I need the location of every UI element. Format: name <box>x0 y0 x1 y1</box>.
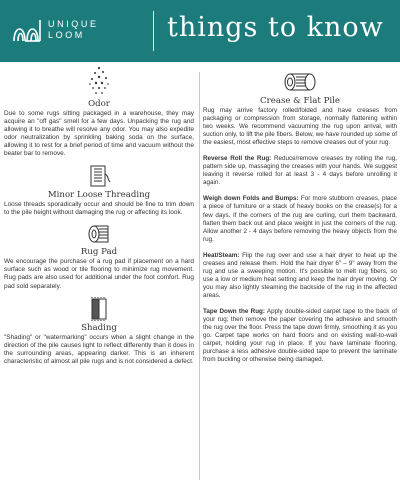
tip-heat-steam <box>203 252 397 300</box>
tip-tape-down-text: Apply double-sided carpet tape to the back of your rug; then remove the paper covering the adhesive and smooth the rug over the floor. Press the tape down firmly, smoothing it as you go. Carpet tape works on hard floors and on existing wall-to-wall carpet, holding your rug in place. If you have laminate flooring, purchase a less adhesive double-sided tape to prevent the laminate from buckling or otherwise being damaged. <box>203 307 397 364</box>
page-title: things to know <box>167 12 384 43</box>
shading-rug-icon <box>87 297 111 321</box>
tip-weigh-down-label: Weigh down Folds and Bumps: <box>203 195 299 203</box>
crease-intro: Rug may arrive factory rolled/folded and have creases from packaging or compression from storage, normally flattening within two weeks. We recommend vacuuming the rug upon arrival, with suction only, to lift the pile fibers. Below, we have rounded up some of the easiest, most effective steps to remove creases out of your rug. <box>203 107 397 147</box>
crease-section <box>203 70 397 364</box>
header-divider <box>153 11 154 51</box>
brand-line-2: LOOM <box>48 30 85 40</box>
tip-tape-down-label: Tape Down the Rug: <box>203 307 265 315</box>
unique-loom-logo-icon <box>12 17 42 43</box>
tip-heat-steam-label: Heat/Steam: <box>203 251 240 259</box>
header-banner <box>0 0 400 62</box>
brand-line-1: UNIQUE <box>48 19 99 29</box>
shading-text: "Shading" or "watermarking" occurs when a slight change in the direction of the pile causes light to reflect differently than it does in the surrounding areas, appearing darker. This is an inherent characteristic of almost all pile rugs and is not considered a defect. <box>4 333 194 365</box>
odor-heading: Odor <box>88 99 110 109</box>
right-column <box>203 64 397 364</box>
threading-text: Loose threads sporadically occur and should be fine to trim down to the pile height without damaging the rug or affecting its look. <box>4 201 194 217</box>
shading-heading: Shading <box>81 322 117 333</box>
brand-name <box>48 19 99 41</box>
threading-section <box>4 164 194 217</box>
shading-section <box>4 297 194 366</box>
rug-pad-text: We encourage the purchase of a rug pad if placement on a hard surface such as wood or tile flooring to minimize rug movement. Rug pads are also used for additional under the foot comfort. Rug pad sold separately. <box>4 258 194 290</box>
sparkles-dots-icon <box>86 64 112 98</box>
loose-thread-icon <box>87 164 111 188</box>
tip-weigh-down <box>203 195 397 243</box>
rug-pad-section <box>4 223 194 290</box>
odor-section <box>4 64 194 158</box>
rolled-rug-icon <box>280 70 320 94</box>
rug-pad-icon <box>86 223 112 245</box>
left-column <box>4 64 194 366</box>
column-divider <box>199 72 200 480</box>
tip-weigh-down-text: For more stubborn creases, place a piece of furniture or a stack of heavy books on the crease(s) for a few days. If the corners of the rug are curling, curl them backward, flatten them back out and place weight in just the corners of the rug. Allow another 2 - 4 days before removing the heavy objects from the rug. <box>203 195 397 243</box>
crease-heading: Crease & Flat Pile <box>260 96 340 106</box>
rug-pad-heading: Rug Pad <box>80 247 118 258</box>
tip-reverse-roll-label: Reverse Roll the Rug: <box>203 155 272 163</box>
odor-text: Due to some rugs sitting packaged in a warehouse, they may acquire an "off gas" smell for a few days. Unpacking the rug and allowing it to breathe will resolve any odor. You may also expedite odor neutralization by sprinkling baking soda on the surface, allowing it to rest for a brief period of time and vacuum without the beater bar to remove. <box>4 110 194 158</box>
tip-reverse-roll-text: Reduce/remove creases by rolling the rug, pattern side up, massaging the creases with your hands. We suggest leaving it reverse rolled for at least 3 - 4 days before unrolling it again. <box>203 155 397 187</box>
tip-heat-steam-text: Flip the rug over and use a hair dryer to heat up the creases and release them. Hold the hair dryer 6" – 9" away from the rug and use a sweeping motion. It's possible to melt rug fibers, so use a low or medium heat setting and keep the hair dryer moving. Or you may also lightly steaming the backside of the rug in the affected areas. <box>203 251 397 299</box>
threading-heading: Minor Loose Threading <box>47 190 151 201</box>
tip-reverse-roll <box>203 155 397 187</box>
tip-tape-down <box>203 308 397 364</box>
